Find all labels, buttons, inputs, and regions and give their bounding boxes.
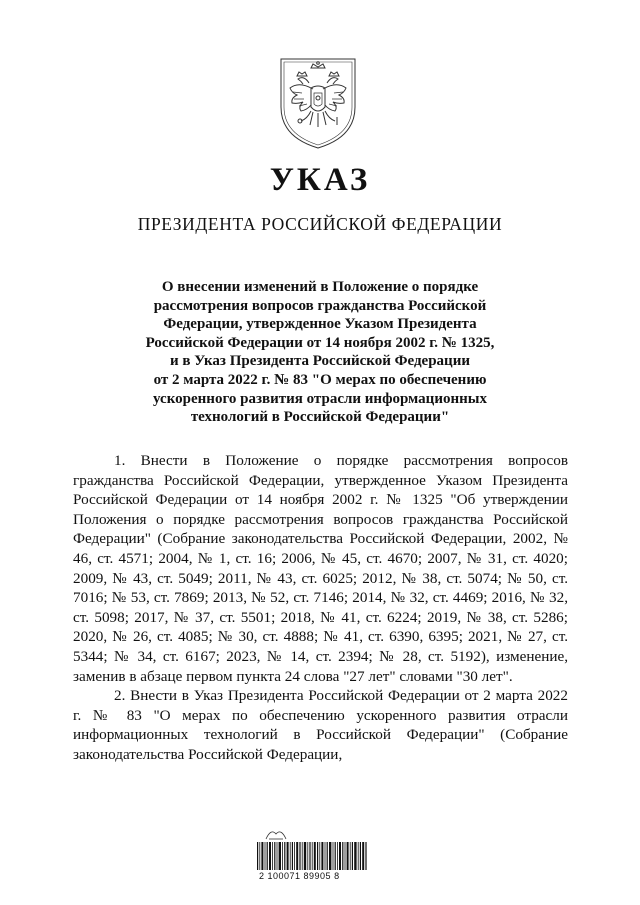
document-title: УКАЗ — [269, 162, 371, 198]
heading-line: технологий в Российской Федерации" — [190, 409, 450, 426]
paragraph-1: 1. Внести в Положение о порядке рассмотрения вопросов гражданства Российской Федерации, утвержденное Указом Президента Российской Федерации от 14 ноября 2002 г. № 1325 "Об утверждении Положения о порядке рассмотрения вопросов гражданства Российской Федерации" (Собрание законодательства Российской Федерации, 2002, № 46, ст. 4571; 2004, № 1, ст. 16; 2006, № 45, ст. 4670; 2007, № 31, ст. 4020; 2009, № 43, ст. 5049; 2011, № 43, ст. 6025; 2012, № 38, ст. 5074; № 50, ст. 7016; № 53, ст. 7869; 2013, № 52, ст. 7146; 2014, № 32, ст. 4469; 2016, № 32, ст. 5098; 2017, № 37, ст. 5501; 2018, № 41, ст. 6224; 2019, № 38, ст. 5286; 2020, № 26, ст. 4085; № 30, ст. 4888; № 41, ст. 6390, 6395; 2021, № 27, ст. 5344; № 34, ст. 6167; 2023, № 14, ст. 2394; № 28, ст. 5192), изменение, заменив в абзаце первом пункта 24 слова "27 лет" словами "30 лет". — [73, 452, 568, 685]
print-mark-icon — [263, 826, 289, 842]
decree-body — [73, 451, 568, 765]
heading-line: от 2 марта 2022 г. № 83 "О мерах по обеспечению — [153, 371, 487, 388]
document-subtitle: ПРЕЗИДЕНТА РОССИЙСКОЙ ФЕДЕРАЦИИ — [137, 214, 503, 234]
document-footer — [257, 826, 387, 884]
heading-line: и в Указ Президента Российской Федерации — [170, 353, 470, 370]
heading-line: ускоренного развития отрасли информационных — [153, 390, 487, 407]
barcode-number: 2 100071 89905 8 — [259, 871, 340, 881]
heading-line: рассмотрения вопросов гражданства Российской — [153, 297, 487, 314]
barcode-icon — [257, 842, 367, 870]
heading-line: Федерации, утвержденное Указом Президента — [163, 316, 477, 333]
paragraph-2: 2. Внести в Указ Президента Российской Федерации от 2 марта 2022 г. № 83 "О мерах по обеспечению ускоренного развития отрасли информационных технологий в Российской Федерации" (Собрание законодательства Российской Федерации, — [73, 687, 568, 763]
coat-of-arms-icon — [277, 55, 359, 151]
decree-heading — [100, 278, 540, 427]
heading-line: Российской Федерации от 14 ноября 2002 г. № 1325, — [145, 334, 495, 351]
heading-line: О внесении изменений в Положение о порядке — [161, 279, 479, 295]
